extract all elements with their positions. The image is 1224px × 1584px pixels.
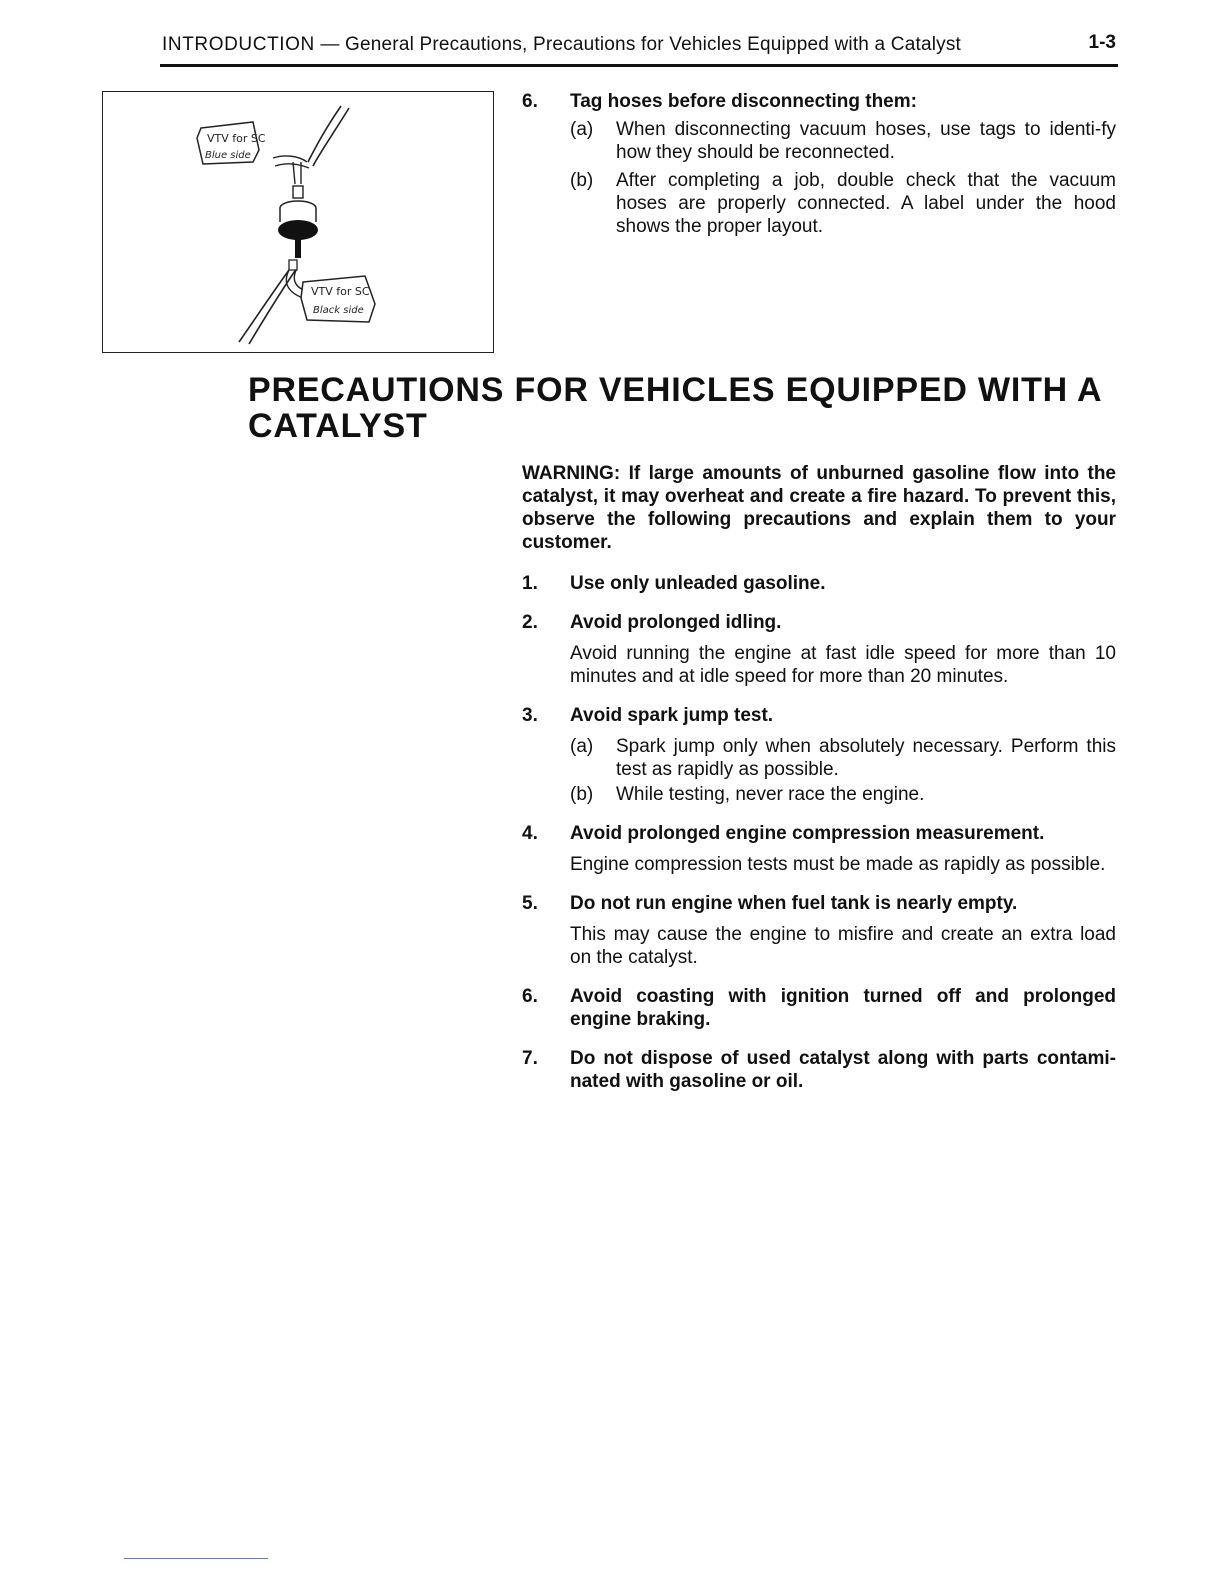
precaution-3-sub-a-text: Spark jump only when absolutely necessary. Perform this test as rapidly as possible. [616,736,1116,780]
precaution-6 [522,985,1116,1031]
precaution-5 [522,892,1116,969]
footer-rule [124,1558,268,1559]
top-tag-text-2: Blue side [205,150,251,161]
precaution-3-sub-b [570,783,1116,806]
item-6-sub-a [570,118,1116,164]
item-6-sub-a-text: When disconnecting vacuum hoses, use tags to identi-fy how they should be reconnected. [616,119,1116,163]
warning-paragraph: WARNING: If large amounts of unburned gasoline flow into the catalyst, it may overheat and create a fire hazard. To prevent this, observe the following precautions and explain them to your customer. [522,463,1116,553]
precaution-7 [522,1047,1116,1093]
top-tag-text-1: VTV for SC [207,132,266,145]
precaution-4-heading: Avoid prolonged engine compression measurement. [570,823,1045,844]
precaution-1 [522,572,1116,595]
item-6-sub-a-label: (a) [570,119,594,140]
precaution-4-number: 4. [522,823,538,844]
precaution-3-sub-a-label: (a) [570,736,594,757]
precaution-6-number: 6. [522,986,538,1007]
item-6-sub-b-text: After completing a job, double check that the vacuum hoses are properly connected. A label under the hood shows the proper layout. [616,170,1116,237]
header-title [162,34,961,56]
precaution-7-heading: Do not dispose of used catalyst along with parts contami-nated with gasoline or oil. [570,1048,1116,1092]
precaution-5-text: This may cause the engine to misfire and create an extra load on the catalyst. [570,924,1116,968]
precaution-2-heading: Avoid prolonged idling. [570,612,782,633]
precaution-6-heading: Avoid coasting with ignition turned off and prolonged engine braking. [570,986,1116,1030]
precaution-1-number: 1. [522,573,538,594]
page-number: 1-3 [1088,32,1116,53]
precaution-3-sub-b-label: (b) [570,784,594,805]
precaution-5-number: 5. [522,893,538,914]
header-subtitle: — General Precautions, Precautions for Vehicles Equipped with a Catalyst [320,34,962,55]
precaution-5-heading: Do not run engine when fuel tank is nearly empty. [570,893,1018,914]
precaution-list [522,572,1116,1093]
header-section: INTRODUCTION [162,34,315,55]
precaution-4-text: Engine compression tests must be made as rapidly as possible. [570,854,1106,875]
precaution-7-number: 7. [522,1048,538,1069]
item-6-block [522,90,1116,238]
precaution-1-heading: Use only unleaded gasoline. [570,573,826,594]
precaution-3-sub-b-text: While testing, never race the engine. [616,784,925,805]
item-6-sub-b [570,169,1116,238]
bottom-tag-text-2: Black side [313,305,364,316]
hose-tag-drawing [103,92,495,354]
precaution-3 [522,704,1116,806]
precaution-2-text: Avoid running the engine at fast idle speed for more than 10 minutes and at idle speed for more than 20 minutes. [570,643,1116,687]
item-6-heading: Tag hoses before disconnecting them: [570,91,917,112]
page-header [160,30,1118,67]
item-6-number: 6. [522,91,538,112]
item-6-sub-b-label: (b) [570,170,594,191]
precaution-4 [522,822,1116,876]
bottom-tag-text-1: VTV for SC [311,285,370,298]
hose-tag-illustration [102,91,494,353]
section-heading: PRECAUTIONS FOR VEHICLES EQUIPPED WITH A CATALYST [248,371,1102,445]
precaution-3-sub-a [570,735,1116,781]
precaution-2-number: 2. [522,612,538,633]
precaution-3-heading: Avoid spark jump test. [570,705,774,726]
precaution-2 [522,611,1116,688]
precaution-3-number: 3. [522,705,538,726]
item-6 [522,90,1116,238]
